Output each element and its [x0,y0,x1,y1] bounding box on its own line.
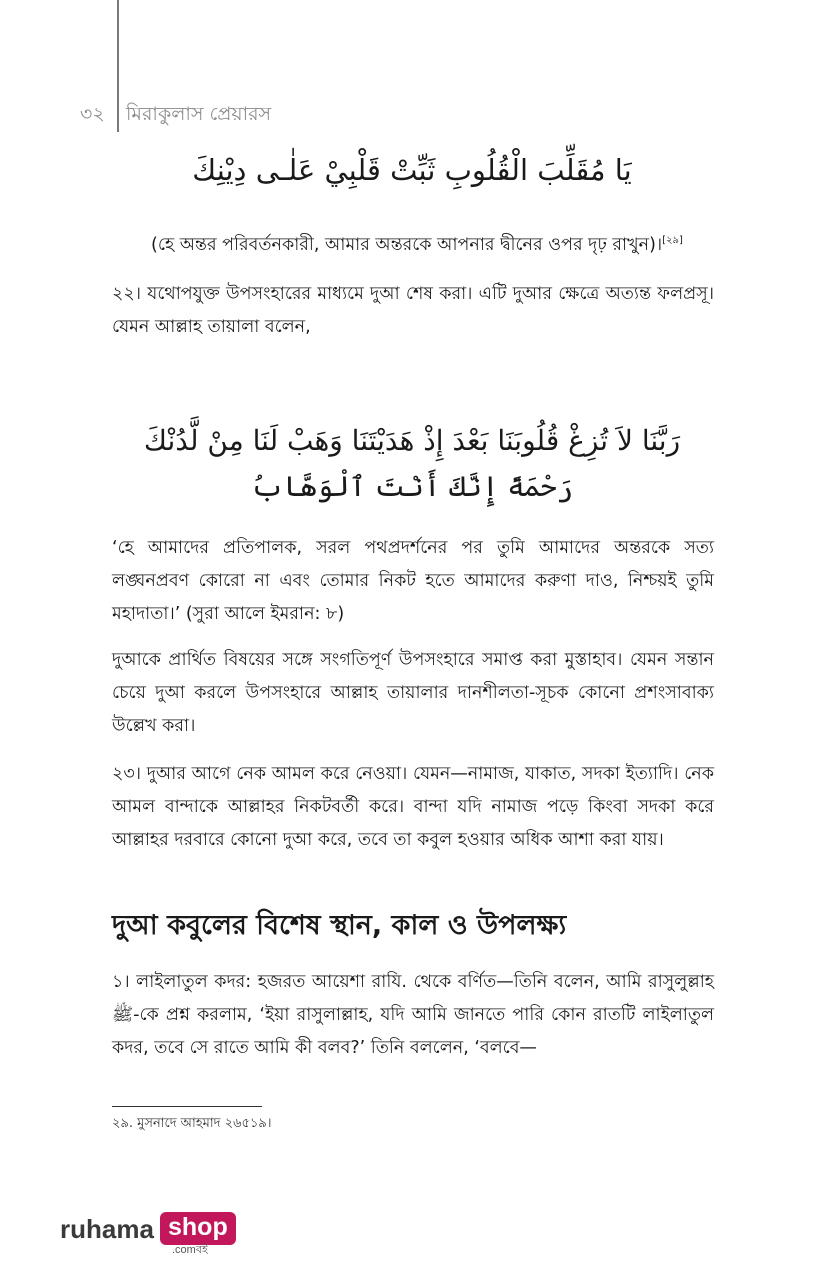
paragraph-1: ১। লাইলাতুল কদর: হজরত আয়েশা রাযি. থেকে বর্ণিত—তিনি বলেন, আমি রাসুলুল্লাহ ﷺ-কে প্রশ্ন করলাম, ‘ইয়া রাসুলাল্লাহ, যদি আমি জানতে পারি কোন রাতটি লাইলাতুল কদর, তবে সে রাতে আমি কী বলব?’ তিনি বললেন, ‘বলবে— [112,972,714,1058]
paragraph-22: ২২। যথোপযুক্ত উপসংহারের মাধ্যমে দুআ শেষ করা। এটি দুআর ক্ষেত্রে অত্যন্ত ফলপ্রসূ। যেমন আল্লাহ তায়ালা বলেন, [112,284,714,337]
section-heading: দুআ কবুলের বিশেষ স্থান, কাল ও উপলক্ষ্য [112,910,567,941]
paragraph-23: ২৩। দুআর আগে নেক আমল করে নেওয়া। যেমন—নামাজ, যাকাত, সদকা ইত্যাদি। নেক আমল বান্দাকে আল্লাহর নিকটবর্তী করে। বান্দা যদি নামাজ পড়ে কিংবা সদকা করে আল্লাহর দরবারে কোনো দুআ করে, তবে তা কবুল হওয়ার অধিক আশা করা যায়। [112,764,714,850]
arabic-verse-line-2: رَحْمَةً إِنَّكَ أَنْتَ ٱلْوَهَّابُ [250,470,573,503]
translation-1-text: (হে অন্তর পরিবর্তনকারী, আমার অন্তরকে আপনার দ্বীনের ওপর দৃঢ় রাখুন)। [151,234,663,255]
arabic-verse [112,418,712,510]
logo-ruhama-text: ruhama [60,1214,154,1244]
page-number: ৩২ [80,103,105,125]
running-title: মিরাকুলাস প্রেয়ারস [126,103,272,125]
paragraph-conclusion: দুআকে প্রার্থিত বিষয়ের সঙ্গে সংগতিপূর্ণ উপসংহারে সমাপ্ত করা মুস্তাহাব। যেমন সন্তান চেয়ে দুআ করলে উপসংহারে আল্লাহ তায়ালার দানশীলতা-সূচক কোনো প্রশংসাবাক্য উল্লেখ করা। [112,650,714,736]
arabic-dua-1: يَا مُقَلِّبَ الْقُلُوبِ ثَبِّتْ قَلْبِيْ عَلٰـى دِيْنِكَ [192,153,632,187]
arabic-verse-line-1: رَبَّنَا لاَ تُزِغْ قُلُوبَنَا بَعْدَ إِذْ هَدَيْتَنَا وَهَبْ لَنَا مِنْ لَّدُنْكَ [143,424,681,457]
verse-translation: ‘হে আমাদের প্রতিপালক, সরল পথপ্রদর্শনের পর তুমি আমাদের অন্তরকে সত্য লঙ্ঘনপ্রবণ কোরো না এবং তোমার নিকট হতে আমাদের করুণা দাও, নিশ্চয়ই তুমি মহাদাতা।’ (সুরা আলে ইমরান: ৮) [112,538,714,624]
footnote-ref: [২৯] [662,235,683,246]
footnote: ২৯. মুসনাদে আহমাদ ২৬৫১৯। [112,1116,272,1131]
translation-1 [112,228,722,258]
footnote-divider [112,1106,262,1107]
header-divider-line [117,0,119,132]
logo-shop-text: shop [168,1213,228,1241]
logo-com-text: .comবই [172,1244,208,1256]
